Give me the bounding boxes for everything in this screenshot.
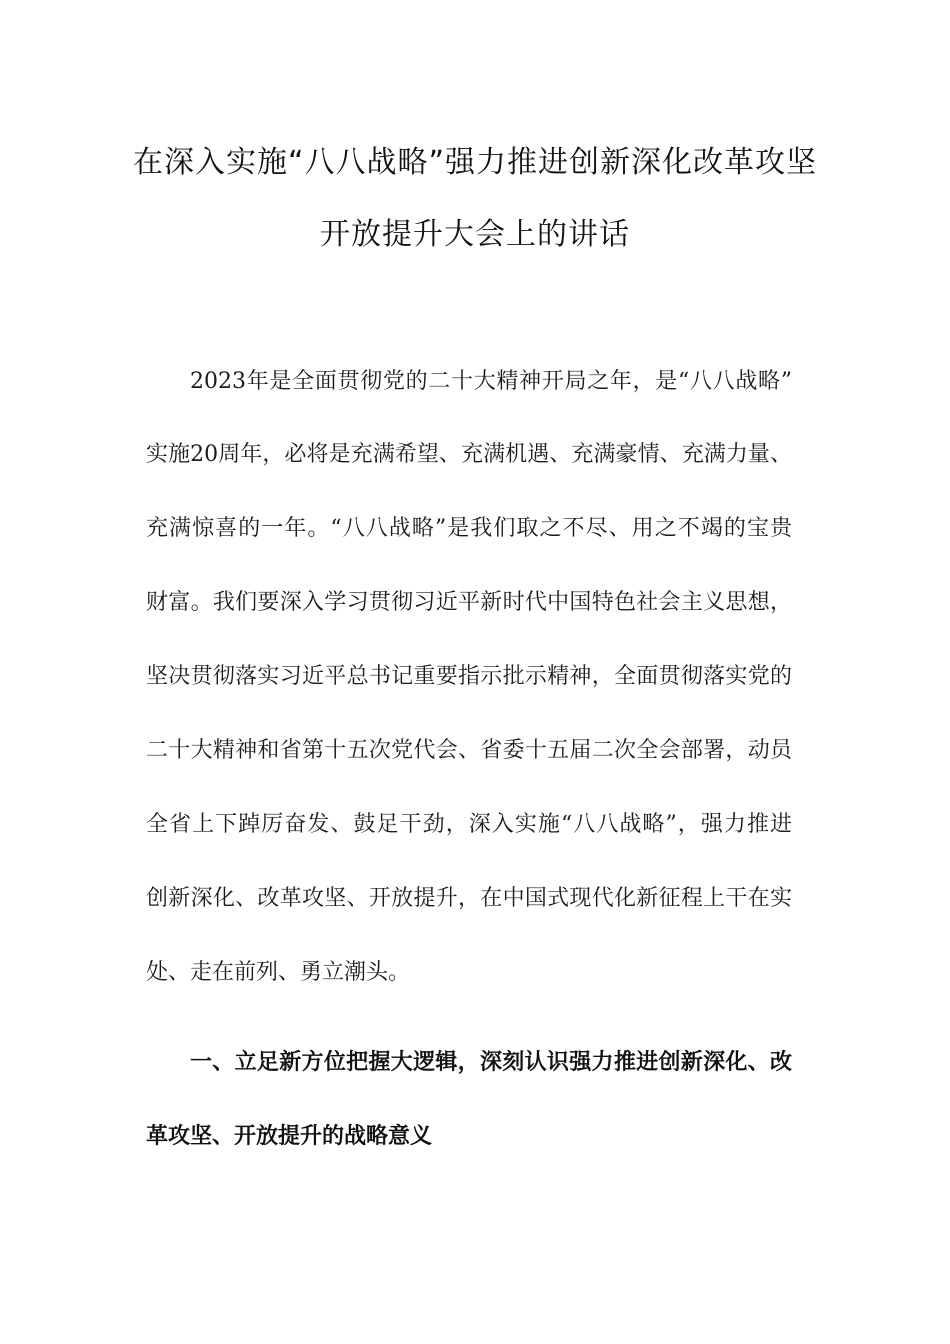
document-title-line-1: 在深入实施“八八战略”强力推进创新深化改革攻坚 — [132, 145, 818, 180]
paragraph-line: 2023年是全面贯彻党的二十大精神开局之年，是“八八战略” — [190, 369, 792, 394]
paragraph-line: 处、走在前列、勇立潮头。 — [146, 960, 411, 985]
paragraph-line: 全省上下踔厉奋发、鼓足干劲，深入实施“八八战略”，强力推进 — [146, 812, 792, 837]
paragraph-line: 二十大精神和省第十五次党代会、省委十五届二次全会部署，动员 — [146, 738, 792, 763]
paragraph-line: 坚决贯彻落实习近平总书记重要指示批示精神，全面贯彻落实党的 — [146, 664, 792, 689]
document-title-line-2: 开放提升大会上的讲话 — [320, 217, 630, 252]
section-heading-line-1: 一、立足新方位把握大逻辑，深刻认识强力推进创新深化、改 — [190, 1050, 792, 1075]
paragraph-line: 创新深化、改革攻坚、开放提升，在中国式现代化新征程上干在实 — [146, 886, 792, 911]
paragraph-line: 实施20周年，必将是充满希望、充满机遇、充满豪情、充满力量、 — [146, 442, 792, 467]
section-heading-line-2: 革攻坚、开放提升的战略意义 — [146, 1124, 433, 1149]
paragraph-line: 充满惊喜的一年。“八八战略”是我们取之不尽、用之不竭的宝贵 — [146, 516, 792, 541]
paragraph-line: 财富。我们要深入学习贯彻习近平新时代中国特色社会主义思想， — [146, 590, 792, 615]
